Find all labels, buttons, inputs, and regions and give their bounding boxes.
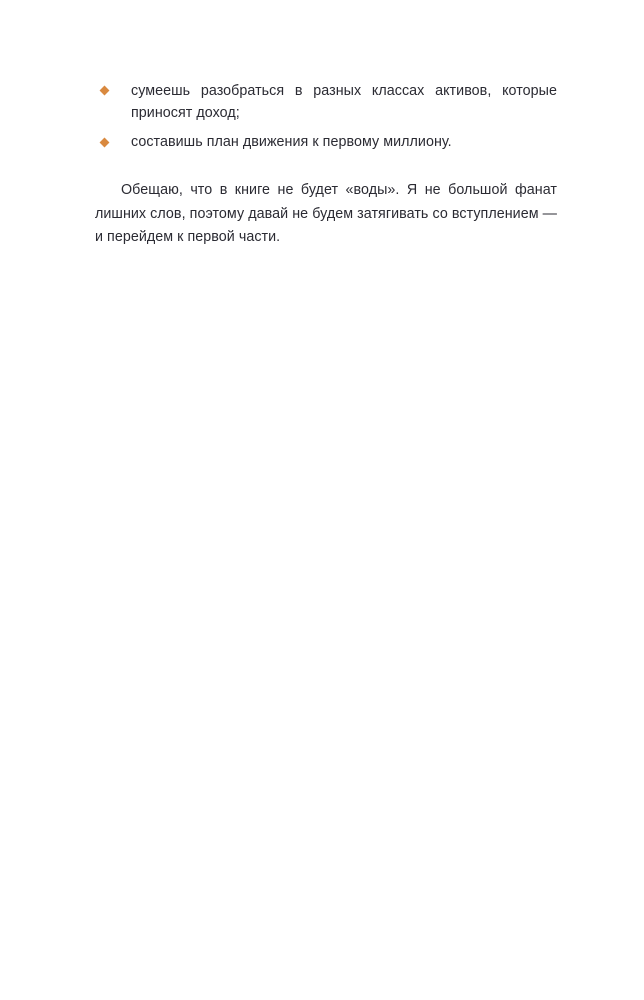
bullet-list xyxy=(95,80,557,153)
list-item xyxy=(95,131,557,153)
list-item-text: составишь план движения к первому миллиону. xyxy=(131,134,452,151)
paragraph-block xyxy=(95,179,557,248)
list-item-text: сумеешь разобраться в разных классах активов, которые приносят доход; xyxy=(131,83,557,122)
diamond-bullet-icon xyxy=(100,137,110,147)
diamond-bullet-icon xyxy=(100,86,110,96)
page-content xyxy=(95,80,557,249)
body-paragraph: Обещаю, что в книге не будет «воды». Я не большой фанат лишних слов, поэтому давай не будем затягивать со вступлением — и перейдем к первой части. xyxy=(95,182,557,245)
list-item xyxy=(95,80,557,124)
